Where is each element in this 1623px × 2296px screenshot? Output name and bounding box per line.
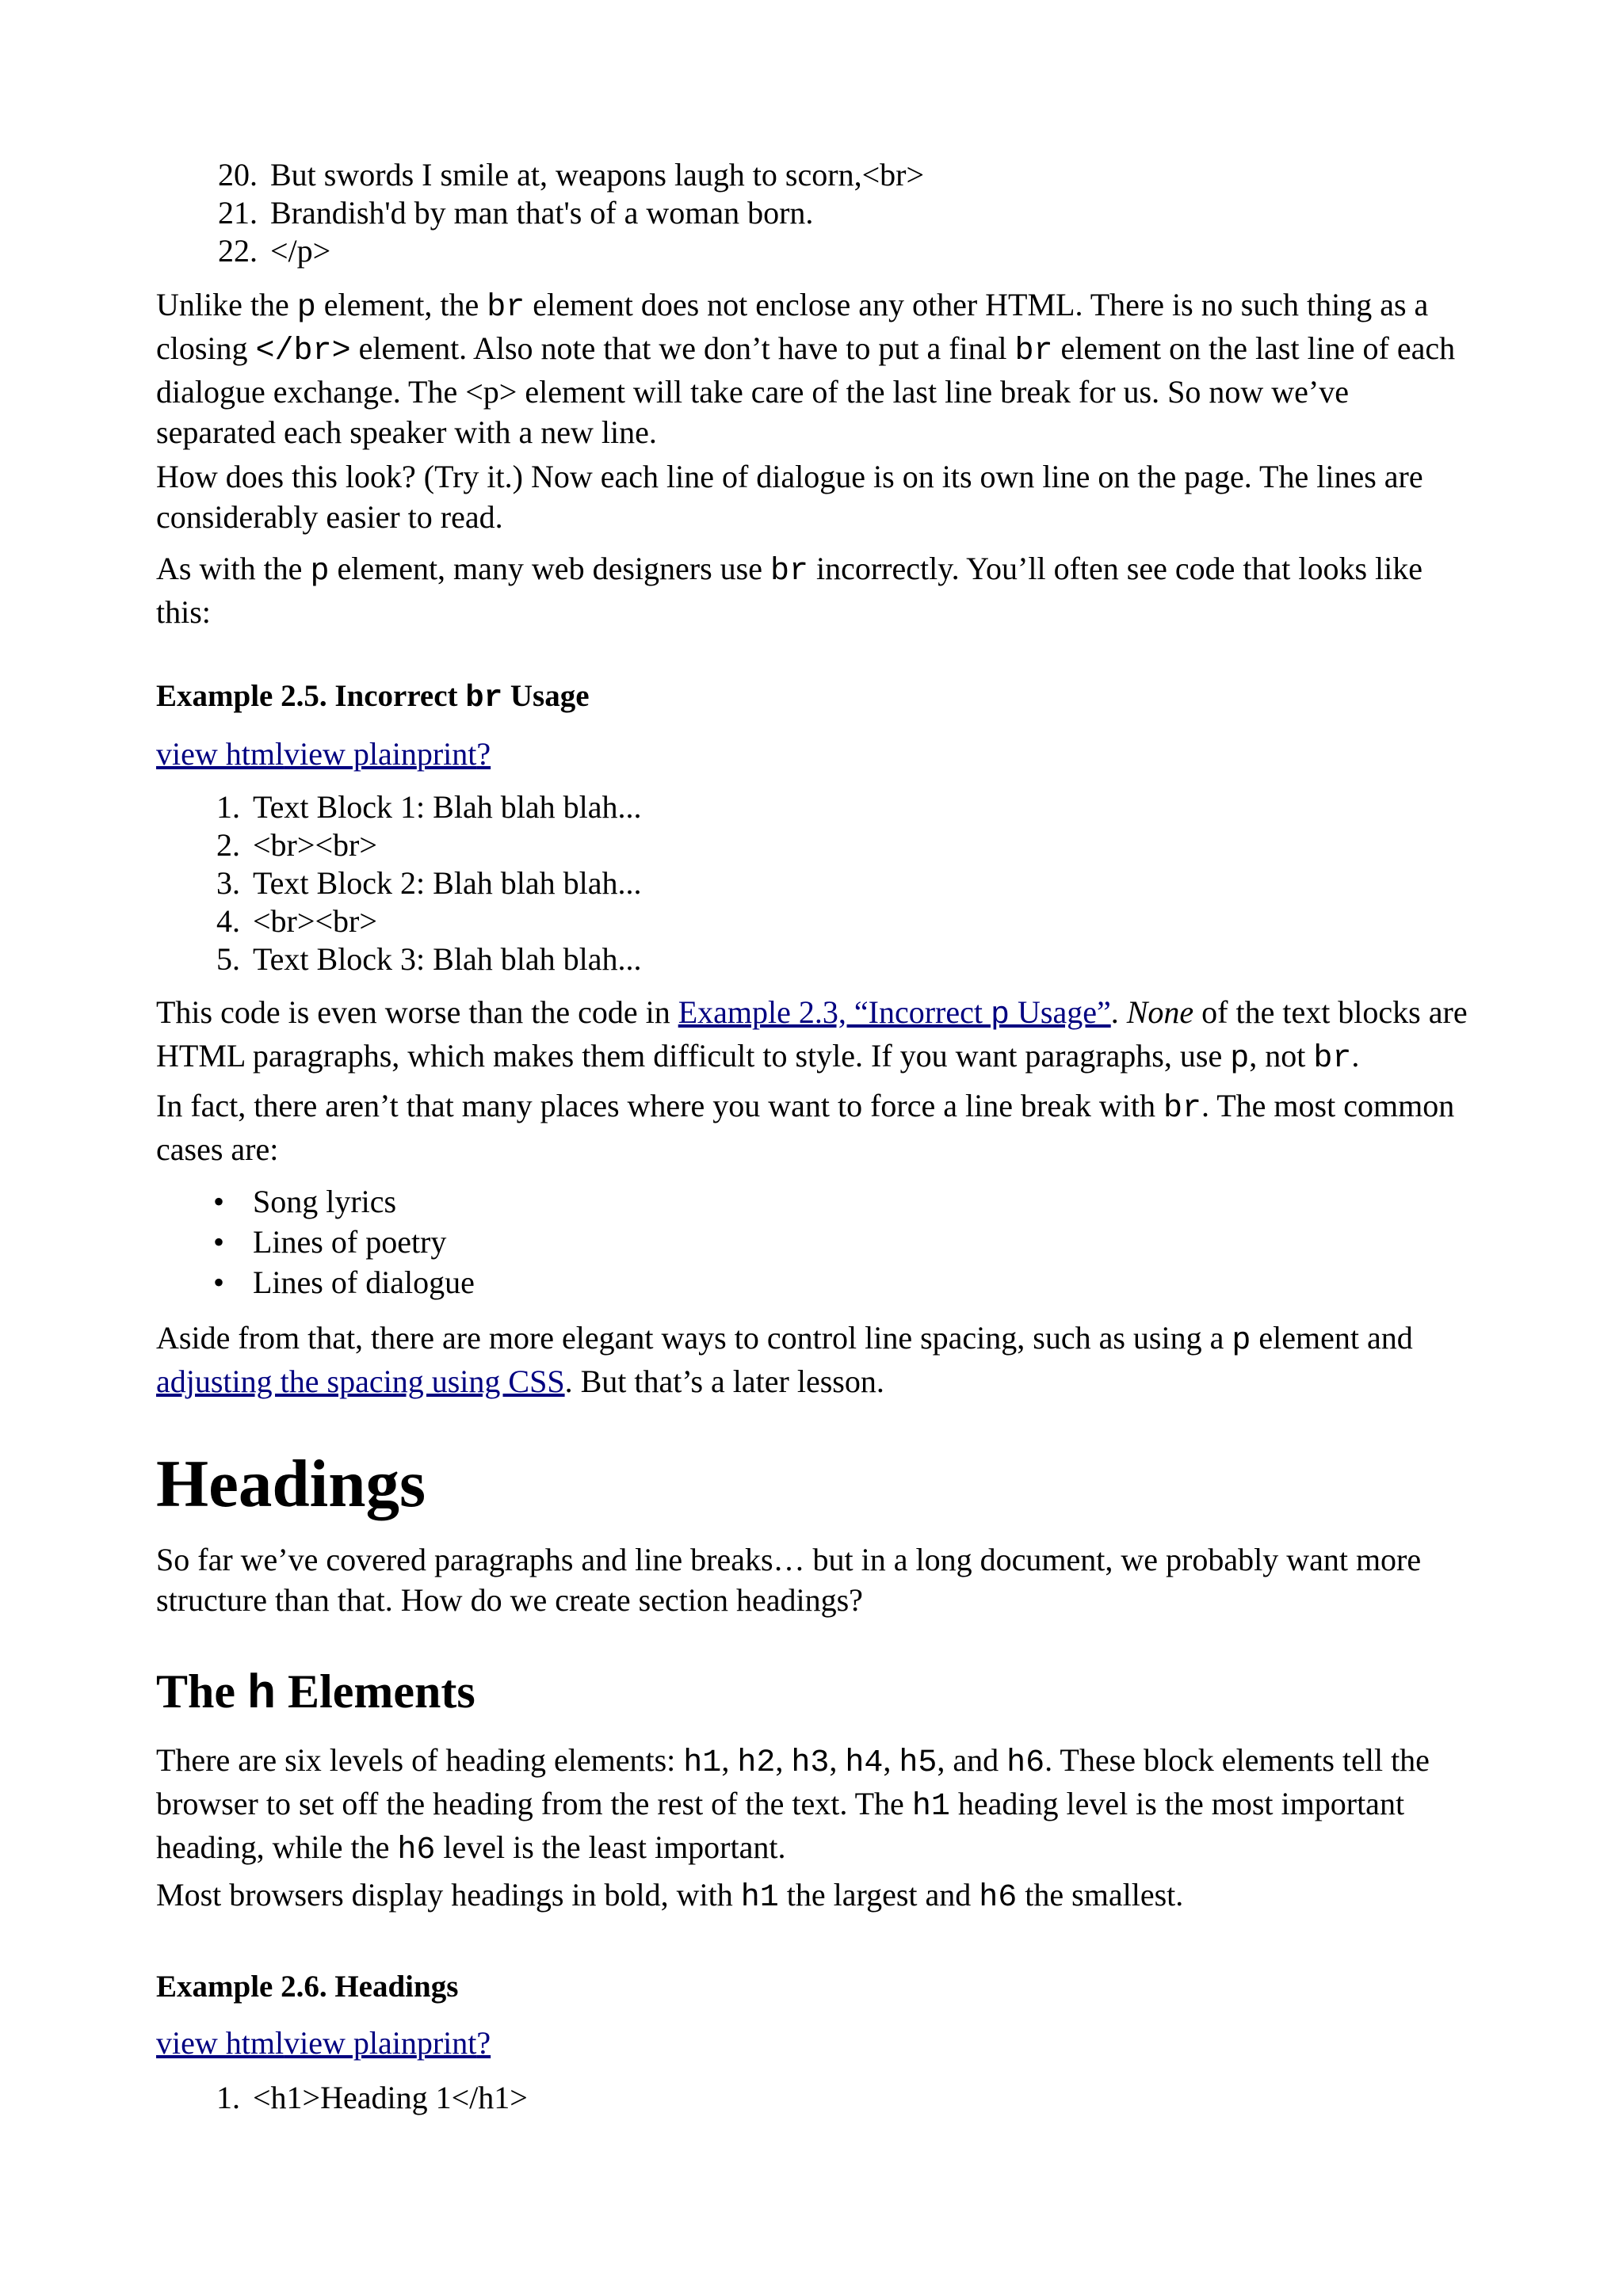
heading-display-paragraph: Most browsers display headings in bold, with h1 the largest and h6 the smallest. [156,1877,1184,1916]
line-number: 21. [218,195,258,231]
heading-levels-paragraph: There are six levels of heading elements: h1, h2, h3, h4, h5, and h6. These block elements tell the browser to set off the heading from the rest of the text. The h1 heading level is the most important heading, while the h6 level is the least important. [156,1742,1430,1868]
css-spacing-link[interactable]: adjusting the spacing using CSS [156,1363,565,1399]
code-line [156,788,641,826]
h-elements-title: The h Elements [156,1665,475,1722]
code-text: </p> [270,233,331,269]
view-html-link[interactable]: view html [156,736,285,772]
bullet-icon: • [213,1224,225,1260]
code-line [156,194,924,232]
view-plain-link[interactable]: view plain [284,2025,417,2061]
code-line [156,826,641,864]
example-2-5-toolbar [156,735,491,773]
headings-section-title: Headings [156,1447,426,1521]
br-explanation-paragraph: Unlike the p element, the br element does not enclose any other HTML. There is no such thing as a closing </br> element. Also note that we don’t have to put a final br element on the last line of each dialogue exchange. The <p> element will take care of the last line break for us. So now we’ve separated each speaker with a new line. [156,287,1456,450]
bullet-icon: • [213,1264,225,1300]
line-break-cases-list [156,1181,475,1302]
bullet-icon: • [213,1184,225,1219]
list-item: • Song lyrics [156,1181,475,1222]
code-line [156,940,641,978]
code-text: Text Block 2: Blah blah blah... [253,865,642,901]
line-number: 5. [216,941,240,977]
code-text: <h1>Heading 1</h1> [253,2080,528,2115]
code-line [156,232,924,270]
code-text: Text Block 1: Blah blah blah... [253,789,642,825]
line-number: 1. [216,2080,240,2115]
line-number: 2. [216,827,240,863]
dialogue-code-listing [156,156,924,270]
worse-code-paragraph: This code is even worse than the code in Example 2.3, “Incorrect p Usage”. None of the text blocks are HTML paragraphs, which makes them difficult to style. If you want paragraphs, use p, not br. [156,994,1468,1077]
code-line [156,864,641,902]
example-2-5-code-listing [156,788,641,978]
headings-intro-paragraph: So far we’ve covered paragraphs and line breaks… but in a long document, we probably want more structure than that. How do we create section headings? [156,1542,1422,1618]
help-link[interactable]: ? [476,736,491,772]
line-number: 4. [216,903,240,939]
line-number: 20. [218,157,258,193]
line-number: 3. [216,865,240,901]
list-item: • Lines of dialogue [156,1262,475,1302]
print-link[interactable]: print [416,2025,477,2061]
try-it-paragraph: How does this look? (Try it.) Now each line of dialogue is on its own line on the page. The lines are considerably easier to read. [156,459,1423,535]
code-text: Brandish'd by man that's of a woman born. [270,195,814,231]
view-plain-link[interactable]: view plain [284,736,417,772]
example-2-6-code-listing [156,2079,528,2117]
code-text: <br><br> [253,827,377,863]
line-number: 1. [216,789,240,825]
example-2-5-title: Example 2.5. Incorrect br Usage [156,679,590,715]
code-line [156,156,924,194]
code-line [156,2079,528,2117]
help-link[interactable]: ? [476,2025,491,2061]
code-text: <br><br> [253,903,377,939]
code-text: But swords I smile at, weapons laugh to scorn,<br> [270,157,924,193]
example-2-6-title: Example 2.6. Headings [156,1970,459,2004]
list-item: • Lines of poetry [156,1222,475,1262]
example-2-6-toolbar [156,2024,491,2062]
code-text: Text Block 3: Blah blah blah... [253,941,642,977]
example-2-3-link[interactable]: Example 2.3, “Incorrect p Usage” [678,994,1111,1033]
elegant-spacing-paragraph: Aside from that, there are more elegant ways to control line spacing, such as using a p element and adjusting the spacing using CSS. But that’s a later lesson. [156,1320,1413,1399]
line-number: 22. [218,233,258,269]
line-break-cases-paragraph: In fact, there aren’t that many places where you want to force a line break with br. The most common cases are: [156,1088,1455,1167]
print-link[interactable]: print [416,736,477,772]
incorrect-br-intro-paragraph: As with the p element, many web designers use br incorrectly. You’ll often see code that looks like this: [156,551,1423,630]
code-line [156,902,641,940]
view-html-link[interactable]: view html [156,2025,285,2061]
